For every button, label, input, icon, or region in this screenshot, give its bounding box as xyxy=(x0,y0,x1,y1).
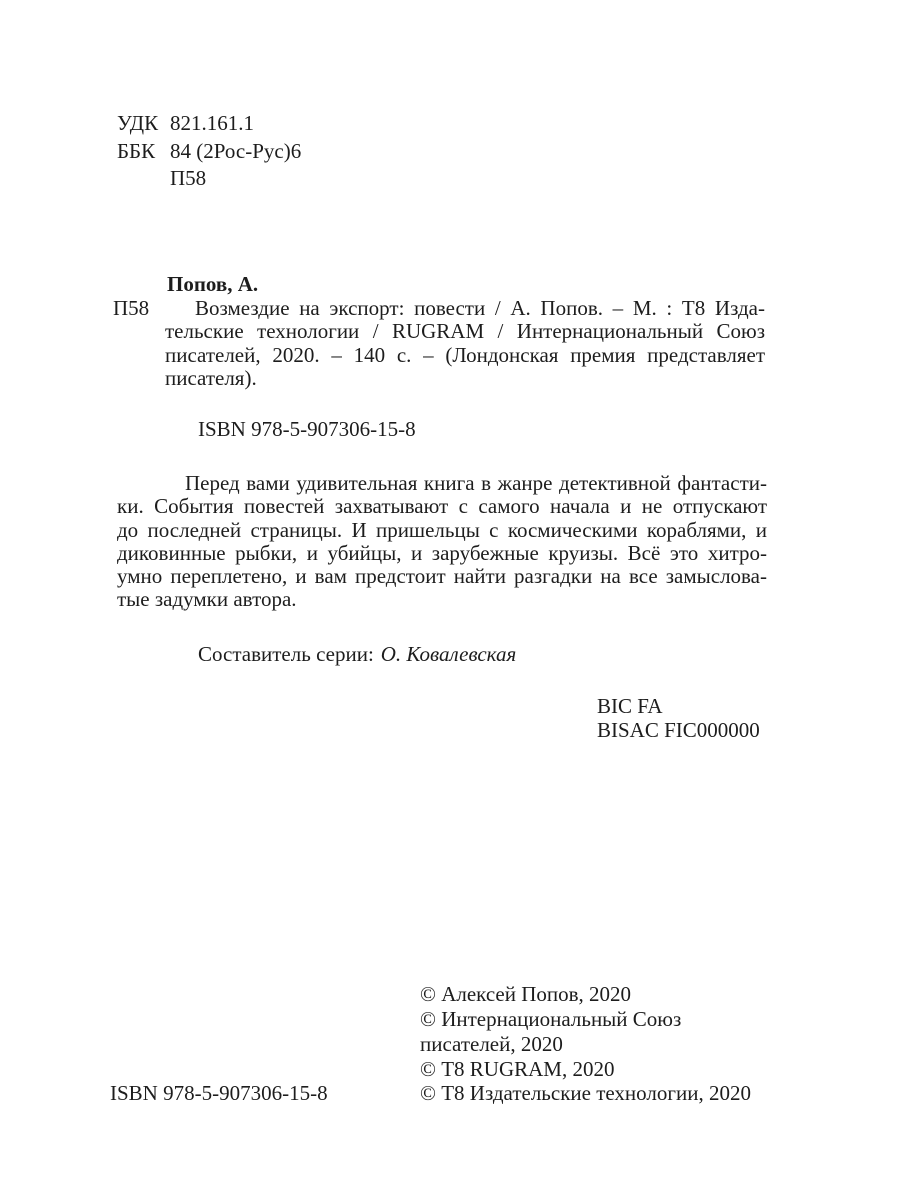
copyright-line: © Т8 Издательские технологии, 2020 xyxy=(420,1081,751,1106)
copyright-block xyxy=(420,982,751,1106)
catalog-line: тельские технологии / RUGRAM / Интернациональный Союз xyxy=(165,319,765,344)
copyright-line: © Алексей Попов, 2020 xyxy=(420,982,632,1006)
copyright-line: © Т8 RUGRAM, 2020 xyxy=(420,1056,615,1081)
annotation-line: ки. События повестей захватывают с самого начала и не отпускают xyxy=(117,494,767,519)
author-sign-row xyxy=(117,165,301,193)
subject-codes xyxy=(597,694,760,742)
series-compiler-label: Составитель серии: xyxy=(198,642,374,666)
classification-block xyxy=(117,110,301,193)
annotation-line: тые задумки автора. xyxy=(117,587,297,612)
copyright-line: © Интернациональный Союз xyxy=(420,1006,682,1031)
udk-value: 821.161.1 xyxy=(170,111,254,135)
footer-isbn: ISBN 978-5-907306-15-8 xyxy=(110,1081,328,1105)
catalog-line: писателей, 2020. – 140 с. – (Лондонская премия представляет xyxy=(165,342,765,367)
author-heading: Попов, А. xyxy=(167,272,259,296)
annotation-line: Перед вами удивительная книга в жанре детективной фантасти- xyxy=(185,471,767,495)
entry-code: П58 xyxy=(113,296,150,320)
annotation-line: умно переплетено, и вам предстоит найти разгадки на все замыслова- xyxy=(117,564,767,589)
bbk-label: ББК xyxy=(117,138,156,163)
catalog-entry xyxy=(113,297,765,391)
bic-code: BIC FA xyxy=(597,694,663,718)
annotation xyxy=(117,472,767,612)
udk-label: УДК xyxy=(117,111,159,135)
udk-row xyxy=(117,110,301,138)
catalog-line: писателя). xyxy=(165,366,257,391)
author-sign: П58 xyxy=(170,166,207,190)
annotation-line: диковинные рыбки, и убийцы, и зарубежные круизы. Всё это хитро- xyxy=(117,540,767,565)
bisac-code: BISAC FIC000000 xyxy=(597,718,760,742)
catalog-line: Возмездие на экспорт: повести / А. Попов. – М. : Т8 Изда- xyxy=(195,296,765,320)
series-compiler-name: О. Ковалевская xyxy=(380,642,517,666)
bbk-value: 84 (2Рос-Рус)6 xyxy=(170,138,302,163)
series-compiler xyxy=(198,642,516,667)
catalog-description xyxy=(165,297,765,391)
bbk-row xyxy=(117,138,301,166)
isbn: ISBN 978-5-907306-15-8 xyxy=(198,417,416,441)
annotation-line: до последней страницы. И пришельцы с космическими кораблями, и xyxy=(117,517,767,542)
copyright-line: писателей, 2020 xyxy=(420,1031,563,1056)
